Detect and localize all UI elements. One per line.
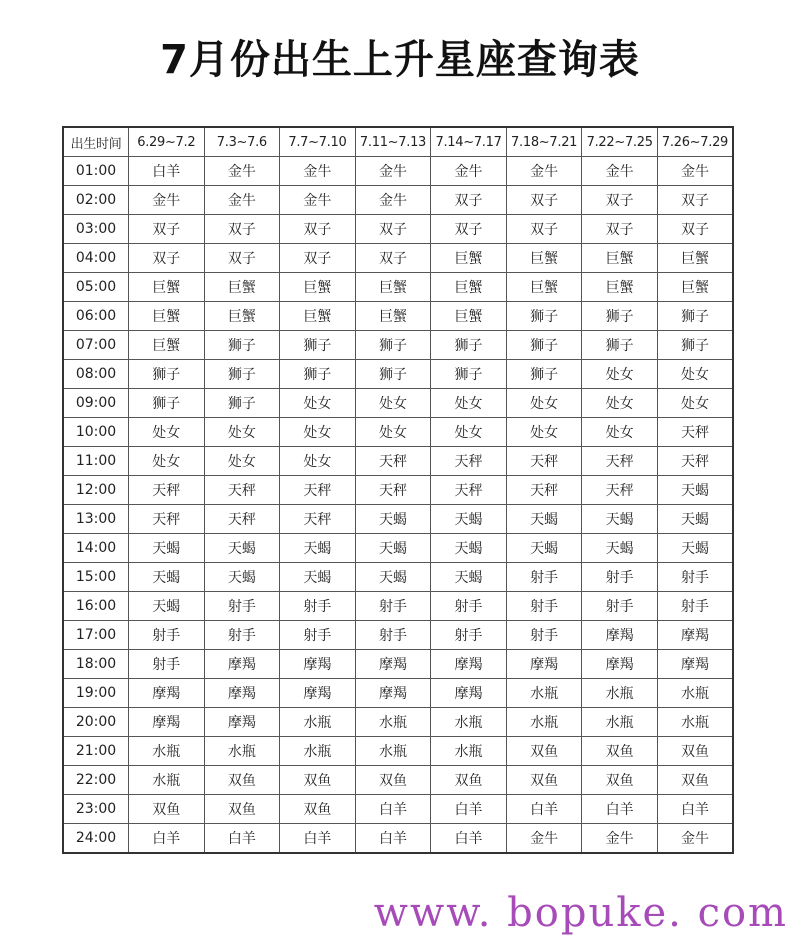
ascendant-sign-cell: 双鱼	[431, 766, 507, 795]
ascendant-sign-cell: 双子	[431, 215, 507, 244]
ascendant-sign-cell: 白羊	[355, 795, 431, 824]
ascendant-sign-cell: 双鱼	[657, 737, 733, 766]
ascendant-sign-cell: 处女	[204, 418, 280, 447]
ascendant-sign-cell: 巨蟹	[582, 244, 658, 273]
ascendant-sign-cell: 射手	[129, 621, 205, 650]
ascendant-sign-cell: 双子	[582, 215, 658, 244]
table-row	[63, 476, 733, 505]
ascendant-sign-cell: 处女	[204, 447, 280, 476]
ascendant-sign-cell: 天秤	[431, 476, 507, 505]
ascendant-sign-cell: 天秤	[355, 476, 431, 505]
birth-time-cell: 17:00	[63, 621, 129, 650]
ascendant-sign-cell: 天蝎	[506, 534, 582, 563]
ascendant-sign-cell: 天秤	[506, 447, 582, 476]
table-row	[63, 418, 733, 447]
ascendant-sign-cell: 处女	[506, 418, 582, 447]
table-row	[63, 737, 733, 766]
ascendant-sign-cell: 巨蟹	[582, 273, 658, 302]
ascendant-sign-cell: 摩羯	[204, 708, 280, 737]
ascendant-sign-cell: 双鱼	[506, 737, 582, 766]
ascendant-sign-cell: 白羊	[355, 824, 431, 854]
table-row	[63, 621, 733, 650]
ascendant-sign-cell: 双鱼	[204, 795, 280, 824]
column-header-date-range: 7.14~7.17	[431, 127, 507, 157]
ascendant-sign-cell: 天秤	[204, 476, 280, 505]
ascendant-sign-cell: 摩羯	[657, 650, 733, 679]
ascendant-sign-cell: 处女	[431, 389, 507, 418]
ascendant-sign-cell: 双鱼	[280, 766, 356, 795]
ascendant-sign-cell: 狮子	[657, 331, 733, 360]
ascendant-sign-cell: 金牛	[582, 824, 658, 854]
ascendant-sign-cell: 射手	[506, 592, 582, 621]
ascendant-sign-cell: 摩羯	[431, 650, 507, 679]
ascendant-sign-cell: 天蝎	[582, 505, 658, 534]
ascendant-sign-cell: 白羊	[657, 795, 733, 824]
ascendant-sign-cell: 水瓶	[431, 708, 507, 737]
ascendant-sign-cell: 处女	[129, 418, 205, 447]
birth-time-cell: 20:00	[63, 708, 129, 737]
ascendant-sign-cell: 巨蟹	[280, 302, 356, 331]
ascendant-sign-cell: 金牛	[506, 157, 582, 186]
ascendant-sign-cell: 射手	[582, 592, 658, 621]
ascendant-sign-cell: 天秤	[431, 447, 507, 476]
ascendant-sign-cell: 天蝎	[355, 563, 431, 592]
ascendant-sign-cell: 狮子	[582, 302, 658, 331]
table-row	[63, 708, 733, 737]
ascendant-sign-cell: 射手	[657, 592, 733, 621]
watermark-text: www. bopuke. com	[373, 890, 788, 936]
ascendant-sign-cell: 金牛	[204, 186, 280, 215]
birth-time-cell: 05:00	[63, 273, 129, 302]
ascendant-sign-cell: 天秤	[280, 476, 356, 505]
ascendant-sign-cell: 双子	[129, 244, 205, 273]
ascendant-sign-cell: 水瓶	[204, 737, 280, 766]
ascendant-sign-cell: 白羊	[280, 824, 356, 854]
table-header-row	[63, 127, 733, 157]
birth-time-cell: 10:00	[63, 418, 129, 447]
table-row	[63, 650, 733, 679]
ascendant-sign-cell: 天蝎	[129, 534, 205, 563]
ascendant-sign-cell: 水瓶	[280, 708, 356, 737]
ascendant-sign-cell: 射手	[657, 563, 733, 592]
ascendant-sign-cell: 双鱼	[582, 737, 658, 766]
ascendant-sign-cell: 白羊	[431, 824, 507, 854]
ascendant-sign-cell: 双鱼	[582, 766, 658, 795]
ascendant-sign-cell: 处女	[582, 360, 658, 389]
ascendant-sign-cell: 天蝎	[129, 592, 205, 621]
ascendant-sign-cell: 巨蟹	[355, 302, 431, 331]
ascendant-sign-cell: 天蝎	[280, 563, 356, 592]
ascendant-sign-cell: 双子	[280, 244, 356, 273]
ascendant-sign-cell: 双子	[204, 215, 280, 244]
ascendant-sign-cell: 处女	[355, 389, 431, 418]
ascendant-sign-cell: 天蝎	[204, 563, 280, 592]
ascendant-sign-cell: 白羊	[431, 795, 507, 824]
ascendant-sign-cell: 天蝎	[204, 534, 280, 563]
ascendant-sign-cell: 处女	[280, 389, 356, 418]
ascendant-sign-cell: 天蝎	[431, 505, 507, 534]
column-header-date-range: 7.22~7.25	[582, 127, 658, 157]
ascendant-sign-cell: 狮子	[204, 360, 280, 389]
birth-time-cell: 09:00	[63, 389, 129, 418]
birth-time-cell: 14:00	[63, 534, 129, 563]
birth-time-cell: 22:00	[63, 766, 129, 795]
ascendant-sign-cell: 狮子	[506, 331, 582, 360]
ascendant-sign-cell: 巨蟹	[129, 273, 205, 302]
column-header-birth-time: 出生时间	[63, 127, 129, 157]
ascendant-sign-cell: 天秤	[129, 476, 205, 505]
ascendant-sign-cell: 天秤	[506, 476, 582, 505]
column-header-date-range: 7.26~7.29	[657, 127, 733, 157]
column-header-date-range: 6.29~7.2	[129, 127, 205, 157]
ascendant-sign-cell: 巨蟹	[280, 273, 356, 302]
ascendant-sign-cell: 狮子	[129, 360, 205, 389]
ascendant-sign-cell: 双子	[582, 186, 658, 215]
ascendant-sign-cell: 巨蟹	[129, 331, 205, 360]
table-row	[63, 157, 733, 186]
column-header-date-range: 7.7~7.10	[280, 127, 356, 157]
ascendant-sign-cell: 双鱼	[129, 795, 205, 824]
ascendant-sign-cell: 射手	[582, 563, 658, 592]
ascendant-sign-cell: 金牛	[280, 157, 356, 186]
table-row	[63, 360, 733, 389]
table-row	[63, 534, 733, 563]
ascendant-sign-cell: 狮子	[129, 389, 205, 418]
ascendant-table	[62, 126, 734, 854]
ascendant-sign-cell: 水瓶	[582, 708, 658, 737]
ascendant-sign-cell: 摩羯	[129, 708, 205, 737]
ascendant-sign-cell: 天秤	[280, 505, 356, 534]
ascendant-sign-cell: 天蝎	[506, 505, 582, 534]
birth-time-cell: 07:00	[63, 331, 129, 360]
ascendant-sign-cell: 天蝎	[657, 476, 733, 505]
ascendant-sign-cell: 金牛	[657, 157, 733, 186]
ascendant-sign-cell: 处女	[280, 418, 356, 447]
ascendant-sign-cell: 处女	[506, 389, 582, 418]
ascendant-sign-cell: 狮子	[506, 302, 582, 331]
table-row	[63, 679, 733, 708]
ascendant-sign-cell: 天秤	[355, 447, 431, 476]
ascendant-sign-cell: 双子	[431, 186, 507, 215]
table-body	[63, 157, 733, 854]
ascendant-sign-cell: 处女	[582, 389, 658, 418]
ascendant-sign-cell: 天蝎	[129, 563, 205, 592]
ascendant-sign-cell: 巨蟹	[657, 273, 733, 302]
ascendant-sign-cell: 金牛	[355, 186, 431, 215]
ascendant-sign-cell: 天秤	[204, 505, 280, 534]
column-header-date-range: 7.3~7.6	[204, 127, 280, 157]
table-row	[63, 766, 733, 795]
ascendant-sign-cell: 摩羯	[506, 650, 582, 679]
birth-time-cell: 08:00	[63, 360, 129, 389]
ascendant-sign-cell: 巨蟹	[431, 302, 507, 331]
ascendant-sign-cell: 狮子	[657, 302, 733, 331]
ascendant-sign-cell: 水瓶	[506, 679, 582, 708]
ascendant-sign-cell: 射手	[431, 621, 507, 650]
birth-time-cell: 02:00	[63, 186, 129, 215]
ascendant-sign-cell: 天秤	[657, 447, 733, 476]
ascendant-sign-cell: 水瓶	[657, 679, 733, 708]
ascendant-sign-cell: 双子	[657, 215, 733, 244]
column-header-date-range: 7.18~7.21	[506, 127, 582, 157]
ascendant-sign-cell: 处女	[582, 418, 658, 447]
ascendant-sign-cell: 狮子	[431, 360, 507, 389]
ascendant-sign-cell: 摩羯	[280, 679, 356, 708]
ascendant-sign-cell: 射手	[129, 650, 205, 679]
ascendant-sign-cell: 射手	[204, 592, 280, 621]
table-row	[63, 186, 733, 215]
ascendant-sign-cell: 白羊	[129, 824, 205, 854]
ascendant-sign-cell: 双子	[657, 186, 733, 215]
ascendant-sign-cell: 巨蟹	[355, 273, 431, 302]
ascendant-sign-cell: 白羊	[204, 824, 280, 854]
ascendant-sign-cell: 摩羯	[204, 650, 280, 679]
ascendant-sign-cell: 狮子	[506, 360, 582, 389]
birth-time-cell: 21:00	[63, 737, 129, 766]
ascendant-sign-cell: 摩羯	[582, 650, 658, 679]
ascendant-sign-cell: 水瓶	[431, 737, 507, 766]
ascendant-sign-cell: 水瓶	[129, 766, 205, 795]
ascendant-sign-cell: 天蝎	[431, 563, 507, 592]
table-row	[63, 592, 733, 621]
ascendant-sign-cell: 水瓶	[582, 679, 658, 708]
ascendant-sign-cell: 巨蟹	[431, 244, 507, 273]
ascendant-sign-cell: 双子	[204, 244, 280, 273]
ascendant-sign-cell: 摩羯	[582, 621, 658, 650]
table-row	[63, 563, 733, 592]
ascendant-sign-cell: 双子	[355, 244, 431, 273]
ascendant-sign-cell: 金牛	[204, 157, 280, 186]
birth-time-cell: 01:00	[63, 157, 129, 186]
ascendant-sign-cell: 水瓶	[355, 737, 431, 766]
ascendant-sign-cell: 射手	[355, 592, 431, 621]
ascendant-sign-cell: 天蝎	[582, 534, 658, 563]
birth-time-cell: 24:00	[63, 824, 129, 854]
ascendant-sign-cell: 巨蟹	[204, 302, 280, 331]
ascendant-sign-cell: 天蝎	[280, 534, 356, 563]
ascendant-sign-cell: 射手	[280, 592, 356, 621]
ascendant-sign-cell: 射手	[506, 563, 582, 592]
ascendant-sign-cell: 金牛	[355, 157, 431, 186]
ascendant-sign-cell: 水瓶	[280, 737, 356, 766]
birth-time-cell: 06:00	[63, 302, 129, 331]
ascendant-sign-cell: 摩羯	[204, 679, 280, 708]
ascendant-sign-cell: 双鱼	[280, 795, 356, 824]
birth-time-cell: 11:00	[63, 447, 129, 476]
table-row	[63, 389, 733, 418]
table-row	[63, 824, 733, 854]
ascendant-sign-cell: 巨蟹	[657, 244, 733, 273]
ascendant-sign-cell: 射手	[280, 621, 356, 650]
ascendant-sign-cell: 天蝎	[657, 534, 733, 563]
ascendant-sign-cell: 天秤	[582, 476, 658, 505]
ascendant-sign-cell: 狮子	[355, 360, 431, 389]
birth-time-cell: 04:00	[63, 244, 129, 273]
ascendant-sign-cell: 水瓶	[129, 737, 205, 766]
ascendant-sign-cell: 双子	[280, 215, 356, 244]
ascendant-sign-cell: 摩羯	[431, 679, 507, 708]
ascendant-sign-cell: 狮子	[280, 331, 356, 360]
ascendant-sign-cell: 摩羯	[129, 679, 205, 708]
birth-time-cell: 19:00	[63, 679, 129, 708]
ascendant-sign-cell: 双子	[129, 215, 205, 244]
birth-time-cell: 16:00	[63, 592, 129, 621]
ascendant-sign-cell: 白羊	[129, 157, 205, 186]
table-row	[63, 505, 733, 534]
birth-time-cell: 13:00	[63, 505, 129, 534]
ascendant-sign-cell: 双鱼	[506, 766, 582, 795]
table-row	[63, 331, 733, 360]
table-row	[63, 447, 733, 476]
table-row	[63, 302, 733, 331]
ascendant-sign-cell: 天秤	[129, 505, 205, 534]
ascendant-sign-cell: 狮子	[204, 331, 280, 360]
ascendant-sign-cell: 狮子	[431, 331, 507, 360]
ascendant-sign-cell: 处女	[657, 389, 733, 418]
ascendant-sign-cell: 摩羯	[355, 679, 431, 708]
ascendant-sign-cell: 双子	[506, 215, 582, 244]
ascendant-sign-cell: 摩羯	[657, 621, 733, 650]
birth-time-cell: 15:00	[63, 563, 129, 592]
ascendant-sign-cell: 白羊	[506, 795, 582, 824]
table-row	[63, 215, 733, 244]
ascendant-sign-cell: 双子	[355, 215, 431, 244]
birth-time-cell: 18:00	[63, 650, 129, 679]
ascendant-sign-cell: 巨蟹	[204, 273, 280, 302]
ascendant-sign-cell: 双鱼	[657, 766, 733, 795]
birth-time-cell: 23:00	[63, 795, 129, 824]
ascendant-sign-cell: 巨蟹	[506, 273, 582, 302]
ascendant-sign-cell: 金牛	[657, 824, 733, 854]
ascendant-sign-cell: 金牛	[280, 186, 356, 215]
ascendant-sign-cell: 狮子	[355, 331, 431, 360]
ascendant-sign-cell: 金牛	[129, 186, 205, 215]
ascendant-sign-cell: 处女	[657, 360, 733, 389]
ascendant-sign-cell: 双鱼	[355, 766, 431, 795]
ascendant-sign-cell: 天秤	[657, 418, 733, 447]
table-row	[63, 273, 733, 302]
ascendant-sign-cell: 摩羯	[280, 650, 356, 679]
ascendant-sign-cell: 处女	[280, 447, 356, 476]
ascendant-sign-cell: 射手	[204, 621, 280, 650]
ascendant-sign-cell: 双子	[506, 186, 582, 215]
ascendant-sign-cell: 天蝎	[355, 534, 431, 563]
ascendant-sign-cell: 天秤	[582, 447, 658, 476]
page-title: 7月份出生上升星座查询表	[160, 37, 640, 83]
ascendant-sign-cell: 摩羯	[355, 650, 431, 679]
ascendant-sign-cell: 天蝎	[355, 505, 431, 534]
table-row	[63, 244, 733, 273]
ascendant-sign-cell: 天蝎	[431, 534, 507, 563]
ascendant-sign-cell: 天蝎	[657, 505, 733, 534]
ascendant-sign-cell: 狮子	[582, 331, 658, 360]
ascendant-sign-cell: 巨蟹	[431, 273, 507, 302]
ascendant-sign-cell: 射手	[431, 592, 507, 621]
ascendant-sign-cell: 处女	[431, 418, 507, 447]
column-header-date-range: 7.11~7.13	[355, 127, 431, 157]
ascendant-sign-cell: 狮子	[280, 360, 356, 389]
ascendant-sign-cell: 水瓶	[355, 708, 431, 737]
ascendant-sign-cell: 金牛	[431, 157, 507, 186]
ascendant-sign-cell: 射手	[355, 621, 431, 650]
birth-time-cell: 12:00	[63, 476, 129, 505]
ascendant-sign-cell: 巨蟹	[129, 302, 205, 331]
ascendant-sign-cell: 射手	[506, 621, 582, 650]
ascendant-sign-cell: 双鱼	[204, 766, 280, 795]
ascendant-sign-cell: 狮子	[204, 389, 280, 418]
ascendant-sign-cell: 金牛	[582, 157, 658, 186]
ascendant-sign-cell: 金牛	[506, 824, 582, 854]
ascendant-sign-cell: 白羊	[582, 795, 658, 824]
birth-time-cell: 03:00	[63, 215, 129, 244]
ascendant-sign-cell: 处女	[355, 418, 431, 447]
ascendant-sign-cell: 水瓶	[657, 708, 733, 737]
ascendant-sign-cell: 巨蟹	[506, 244, 582, 273]
ascendant-sign-cell: 处女	[129, 447, 205, 476]
ascendant-sign-cell: 水瓶	[506, 708, 582, 737]
table-row	[63, 795, 733, 824]
